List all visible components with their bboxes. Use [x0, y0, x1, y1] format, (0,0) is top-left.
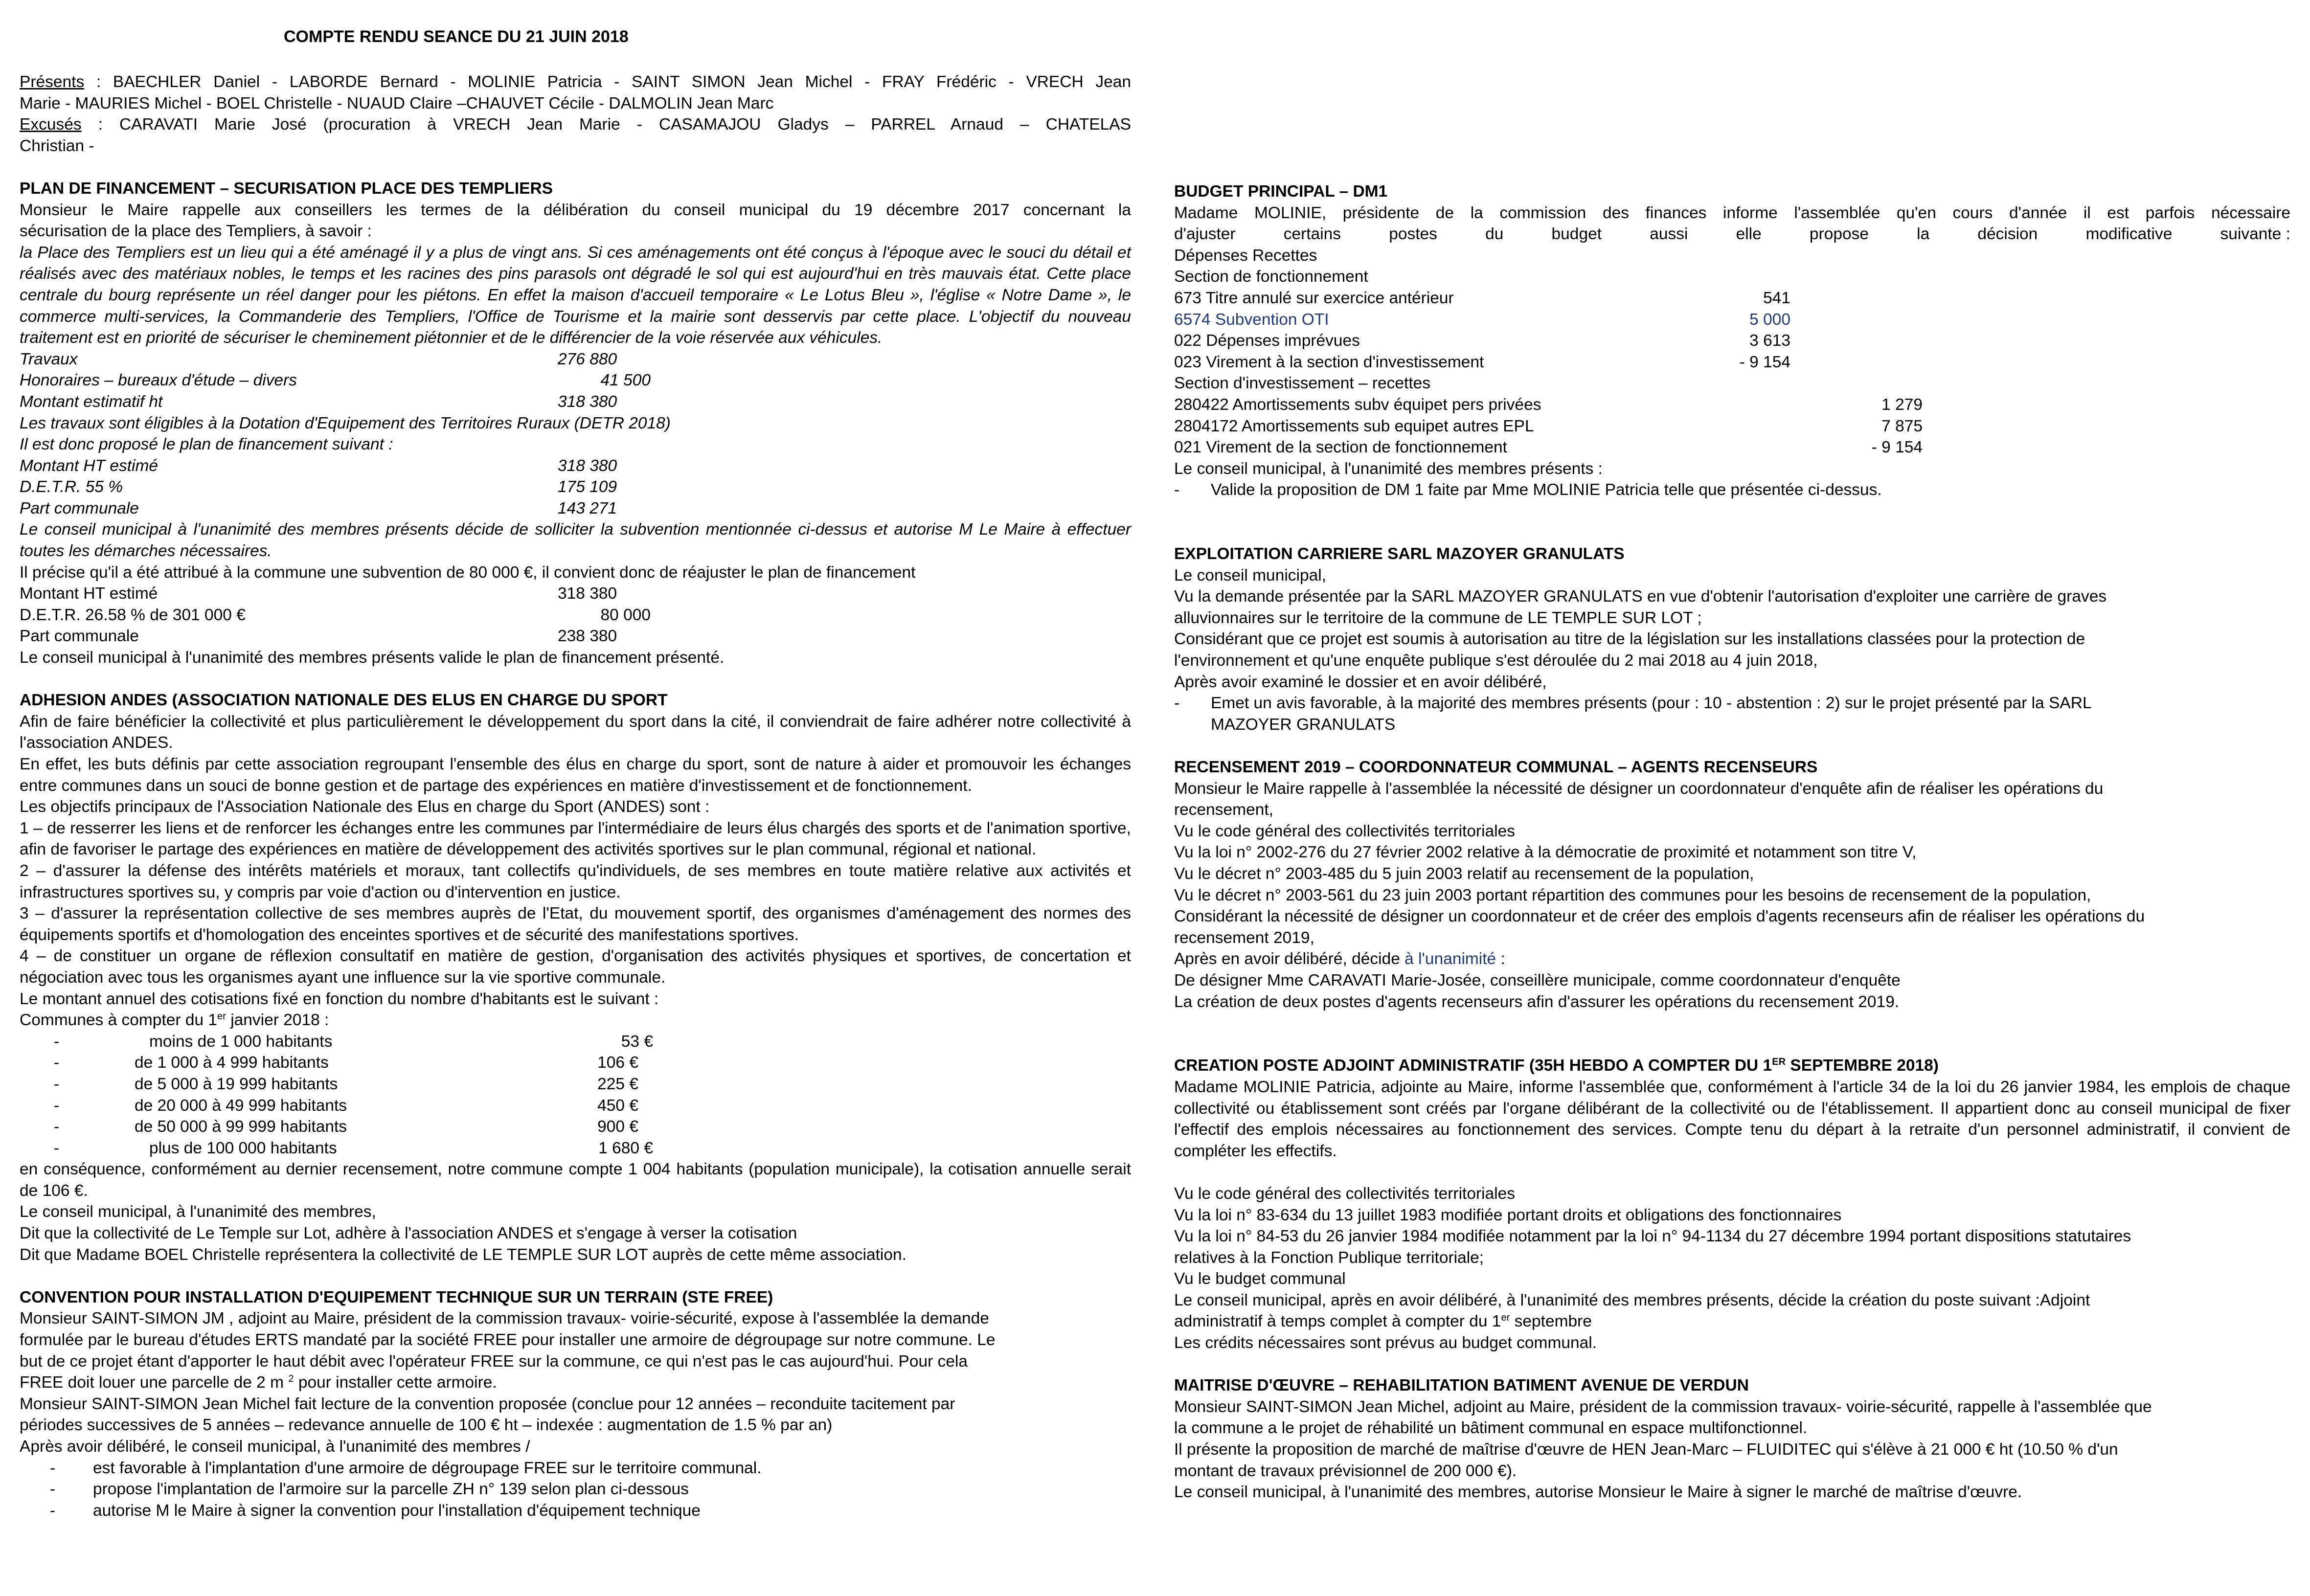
paragraph: Après avoir délibéré, le conseil municipal, à l'unanimité des membres /: [20, 1438, 530, 1456]
paragraph: la commune a le projet de réhabilité un bâtiment communal en espace multifonctionnel.: [1174, 1419, 1808, 1438]
paragraph: Vu la loi n° 84-53 du 26 janvier 1984 modifiée notamment par la loi n° 94-1134 du 27 décembre 1994 portant dispositions statutaires: [1174, 1227, 2131, 1246]
budget-row: 023 Virement à la section d'investissement - 9 154: [1174, 353, 1790, 371]
section-budget: [1174, 181, 2290, 501]
budget-row: 673 Titre annulé sur exercice antérieur 541: [1174, 289, 1790, 307]
cotisation-table: [20, 1031, 1131, 1159]
financing-row: Travaux 276 880: [20, 350, 617, 368]
paragraph: alluvionnaires sur le territoire de la commune de LE TEMPLE SUR LOT ;: [1174, 608, 1702, 627]
section-recensement: [1174, 757, 2290, 1012]
paragraph: Le conseil municipal, à l'unanimité des membres,: [20, 1203, 376, 1221]
financing-row: Montant HT estimé 318 380: [20, 584, 617, 603]
section-heading: BUDGET PRINCIPAL – DM1: [1174, 182, 1388, 201]
paragraph: Les objectifs principaux de l'Association Nationale des Elus en charge du Sport (ANDES) sont :: [20, 798, 710, 816]
section-heading: PLAN DE FINANCEMENT – SECURISATION PLACE DES TEMPLIERS: [20, 179, 553, 198]
paragraph: Il présente la proposition de marché de maîtrise d'œuvre de HEN Jean-Marc – FLUIDITEC qui s'élève à 21 000 € ht (10.50 % d'un: [1174, 1440, 2118, 1459]
paragraph: Dit que la collectivité de Le Temple sur Lot, adhère à l'association ANDES et s'engage à verser la cotisation: [20, 1224, 797, 1243]
paragraph: périodes successives de 5 années – redevance annuelle de 100 € ht – indexée : augmentation de 1.5 % par an): [20, 1416, 833, 1435]
budget-row: 6574 Subvention OTI 5 000: [1174, 310, 1790, 329]
paragraph: Vu le décret n° 2003-561 du 23 juin 2003 portant répartition des communes pour les besoins de recensement de la population,: [1174, 886, 2091, 904]
right-column: [1174, 181, 2290, 1503]
section-heading: RECENSEMENT 2019 – COORDONNATEUR COMMUNAL – AGENTS RECENSEURS: [1174, 758, 1818, 777]
presents-line: Présents : BAECHLER Daniel - LABORDE Bernard - MOLINIE Patricia - SAINT SIMON Jean Michel - FRAY Frédéric - VRECH Jean: [20, 73, 1131, 91]
paragraph: recensement 2019,: [1174, 928, 1314, 947]
paragraph: Monsieur le Maire rappelle à l'assemblée la nécessité de désigner un coordonnateur d'enquête afin de réaliser les opérations du: [1174, 779, 2104, 798]
financing-table-1: [20, 349, 1131, 413]
section-heading: EXPLOITATION CARRIERE SARL MAZOYER GRANULATS: [1174, 545, 1625, 563]
page-title: COMPTE RENDU SEANCE DU 21 JUIN 2018: [284, 27, 629, 46]
paragraph: administratif à temps complet à compter du 1er septembre: [1174, 1312, 1592, 1331]
paragraph: Le montant annuel des cotisations fixé en fonction du nombre d'habitants est le suivant :: [20, 989, 659, 1008]
paragraph: relatives à la Fonction Publique territoriale;: [1174, 1248, 1484, 1267]
financing-table-3: [20, 583, 1131, 647]
paragraph: En effet, les buts définis par cette association regroupant l'ensemble des élus en charge du sport, sont de nature à aider et promouvoir les échanges entre communes dans un souci de bonne gestion et de partage des expériences en matière d'investissement et de fonctionnement.: [20, 755, 1131, 795]
paragraph: recensement,: [1174, 801, 1273, 819]
paragraph: Vu le décret n° 2003-485 du 5 juin 2003 relatif au recensement de la population,: [1174, 865, 1754, 883]
paragraph: Le conseil municipal, à l'unanimité des membres, autorise Monsieur le Maire à signer le marché de maîtrise d'œuvre.: [1174, 1483, 2022, 1502]
financing-row: Montant HT estimé 318 380: [20, 456, 617, 475]
budget-row: 280422 Amortissements subv équipet pers privées 1 279: [1174, 395, 1923, 414]
paragraph: Vu la loi n° 2002-276 du 27 février 2002 relative à la démocratie de proximité et notamment son titre V,: [1174, 843, 1917, 862]
excuses-line-2: Christian -: [20, 136, 94, 155]
financing-row: Part communale 143 271: [20, 499, 617, 517]
list-item: - est favorable à l'implantation d'une armoire de dégroupage FREE sur le territoire communal.: [50, 1459, 762, 1477]
paragraph: Le conseil municipal,: [1174, 566, 1326, 584]
paragraph: Les travaux sont éligibles à la Dotation d'Equipement des Territoires Ruraux (DETR 2018): [20, 414, 671, 432]
section-heading: CREATION POSTE ADJOINT ADMINISTRATIF (35H HEBDO A COMPTER DU 1ER SEPTEMBRE 2018): [1174, 1057, 1939, 1075]
paragraph: Vu la demande présentée par la SARL MAZOYER GRANULATS en vue d'obtenir l'autorisation d'exploiter une carrière de graves: [1174, 587, 2107, 606]
paragraph: Afin de faire bénéficier la collectivité et plus particulièrement le développement du sport dans la cité, il conviendrait de faire adhérer notre collectivité à l'association ANDES.: [20, 712, 1131, 752]
paragraph: De désigner Mme CARAVATI Marie-Josée, conseillère municipale, comme coordonnateur d'enquête: [1174, 971, 1901, 989]
paragraph: FREE doit louer une parcelle de 2 m $^2$ pour installer cette armoire.: [20, 1373, 497, 1392]
section-free: [20, 1287, 1131, 1522]
financing-row: D.E.T.R. 55 % 175 109: [20, 478, 617, 496]
italic-paragraph: Le conseil municipal à l'unanimité des membres présents décide de solliciter la subvention mentionnée ci-dessus et autorise M Le Maire à effectuer toutes les démarches nécessaires.: [20, 520, 1131, 561]
paragraph: Section d'investissement – recettes: [1174, 374, 1431, 393]
italic-paragraph: la Place des Templiers est un lieu qui a été aménagé il y a plus de vingt ans. Si ces aménagements ont été conçus à l'époque avec le souci du détail et réalisés avec des matériaux nobles, le temps et les racines des pins parasols ont dégradé le sol qui est aujourd'hui en très mauvais état. Cette place centrale du bourg représente un réel danger pour les piétons. En effet la maison d'accueil temporaire « Le Lotus Bleu », l'église « Notre Dame », le commerce multi-services, la Commanderie des Templiers, l'Office de Tourisme et la mairie sont desservis par cette place. L'objectif du nouveau traitement est en priorité de sécuriser le cheminement piétonnier et de le différencier de la voie réservée aux véhicules.: [20, 243, 1131, 347]
paragraph: Considérant la nécessité de désigner un coordonnateur et de créer des emplois d'agents recenseurs afin de réaliser les opérations du: [1174, 907, 2145, 926]
budget-row: 022 Dépenses imprévues 3 613: [1174, 332, 1790, 350]
paragraph: d'ajuster certains postes du budget aussi elle propose la décision modificative suivante :: [1174, 225, 2290, 244]
excuses-line: Excusés : CARAVATI Marie José (procuration à VRECH Jean Marie - CASAMAJOU Gladys – PARREL Arnaud – CHATELAS: [20, 115, 1131, 134]
section-templiers: [20, 178, 1131, 669]
paragraph: Vu le code général des collectivités territoriales: [1174, 1184, 1516, 1203]
section-andes: [20, 690, 1131, 1265]
cotisation-row: - plus de 100 000 habitants 1 680 €: [54, 1139, 653, 1157]
paragraph: but de ce projet étant d'apporter le haut débit avec l'opérateur FREE sur la commune, ce qui n'est pas le cas aujourd'hui. Pour cela: [20, 1352, 968, 1371]
paragraph: Monsieur SAINT-SIMON Jean Michel fait lecture de la convention proposée (conclue pour 12 années – reconduite tacitement par: [20, 1394, 955, 1413]
list-item: - Emet un avis favorable, à la majorité des membres présents (pour : 10 - abstention : 2) sur le projet présenté par la SARL: [1174, 694, 2092, 713]
cotisation-row: - de 5 000 à 19 999 habitants 225 €: [54, 1075, 638, 1093]
financing-table-2: [20, 455, 1131, 519]
paragraph: Dépenses Recettes: [1174, 246, 1317, 265]
paragraph: en conséquence, conformément au dernier recensement, notre commune compte 1 004 habitants (population municipale), la cotisation annuelle serait de 106 €.: [20, 1160, 1131, 1200]
paragraph: Madame MOLINIE Patricia, adjointe au Maire, informe l'assemblée que, conformément à l'article 34 de la loi du 26 janvier 1984, les emplois de chaque collectivité ou établissement sont créés par l'organe délibérant de la collectivité ou de l'établissement. Il appartient donc au conseil municipal de fixer l'effectif des emplois nécessaires au fonctionnement des services. Compte tenu du départ à la retraite d'un personnel administratif, il convient de compléter les effectifs.: [1174, 1078, 2290, 1160]
paragraph: Il est donc proposé le plan de financement suivant :: [20, 435, 393, 454]
objective-item: 1 – de resserrer les liens et de renforcer les échanges entre les communes par l'intermédiaire de leurs élus chargés des sports et de l'animation sportive, afin de favoriser le partage des expériences en matière de développement des activités sportives sur le plan communal, régional et national.: [20, 819, 1131, 859]
paragraph: Monsieur SAINT-SIMON JM , adjoint au Maire, président de la commission travaux- voirie-sécurité, expose à l'assemblée la demande: [20, 1309, 989, 1328]
paragraph: Les crédits nécessaires sont prévus au budget communal.: [1174, 1334, 1597, 1352]
paragraph: formulée par le bureau d'études ERTS mandaté par la société FREE pour installer une armoire de dégroupage sur notre commune. Le: [20, 1331, 996, 1349]
paragraph: Communes à compter du 1er janvier 2018 :: [20, 1011, 329, 1030]
objective-item: 3 – d'assurer la représentation collective de ses membres auprès de l'Etat, du mouvement sportif, des organismes d'aménagement des normes des équipements sportifs et d'homologation des enceintes sportives et de sécurité des manifestations sportives.: [20, 904, 1131, 944]
list-item: - propose l'implantation de l'armoire sur la parcelle ZH n° 139 selon plan ci-dessous: [50, 1480, 689, 1499]
presents-label: Présents: [20, 73, 85, 91]
section-adjoint: [1174, 1055, 2290, 1353]
paragraph: Vu le code général des collectivités territoriales: [1174, 822, 1516, 840]
left-column: [20, 71, 1131, 1521]
paragraph: Monsieur le Maire rappelle aux conseillers les termes de la délibération du conseil municipal du 19 décembre 2017 concernant la: [20, 201, 1131, 219]
budget-invest-table: [1174, 394, 2290, 458]
cotisation-row: - de 50 000 à 99 999 habitants 900 €: [54, 1118, 638, 1136]
objective-item: 2 – d'assurer la défense des intérêts matériels et moraux, tant collectifs qu'individuels, de ses membres en toute matière relative aux activités et infrastructures sportives su, y compris par voie d'action ou d'intervention en justice.: [20, 861, 1131, 901]
paragraph: Après avoir examiné le dossier et en avoir délibéré,: [1174, 673, 1547, 691]
paragraph: sécurisation de la place des Templiers, à savoir :: [20, 222, 372, 241]
paragraph: La création de deux postes d'agents recenseurs afin d'assurer les opérations du recensement 2019.: [1174, 992, 1900, 1011]
section-heading: CONVENTION POUR INSTALLATION D'EQUIPEMENT TECHNIQUE SUR UN TERRAIN (STE FREE): [20, 1288, 773, 1306]
financing-row: Part communale 238 380: [20, 627, 617, 646]
financing-row: Honoraires – bureaux d'étude – divers 41 500: [20, 371, 651, 390]
budget-row: 2804172 Amortissements sub equipet autres EPL 7 875: [1174, 417, 1923, 435]
budget-row: 021 Virement de la section de fonctionnement - 9 154: [1174, 438, 1923, 457]
paragraph: Le conseil municipal, à l'unanimité des membres présents :: [1174, 459, 1603, 478]
paragraph: Monsieur SAINT-SIMON Jean Michel, adjoint au Maire, président de la commission travaux- voirie-sécurité, rappelle à l'assemblée que: [1174, 1397, 2152, 1416]
paragraph: Le conseil municipal, après en avoir délibéré, à l'unanimité des membres présents, décide la création du poste suivant :Adjoint: [1174, 1291, 2090, 1309]
paragraph: Section de fonctionnement: [1174, 268, 1368, 286]
section-heading: MAITRISE D'ŒUVRE – REHABILITATION BATIMENT AVENUE DE VERDUN: [1174, 1376, 1749, 1395]
section-heading: ADHESION ANDES (ASSOCIATION NATIONALE DES ELUS EN CHARGE DU SPORT: [20, 691, 668, 710]
paragraph: Il précise qu'il a été attribué à la commune une subvention de 80 000 €, il convient donc de réajuster le plan de financement: [20, 563, 916, 582]
paragraph: Après en avoir délibéré, décide à l'unanimité :: [1174, 950, 1505, 968]
objective-item: 4 – de constituer un organe de réflexion consultatif en matière de gestion, d'organisation des activités physiques et sportives, de concertation et négociation avec tous les organismes ayant une influence sur la vie sportive communale.: [20, 947, 1131, 987]
paragraph: Vu le budget communal: [1174, 1270, 1346, 1288]
list-item-continued: MAZOYER GRANULATS: [1211, 715, 1396, 734]
paragraph: Considérant que ce projet est soumis à autorisation au titre de la législation sur les installations classées pour la protection de: [1174, 630, 2085, 649]
list-item: - autorise M le Maire à signer la convention pour l'installation d'équipement technique: [50, 1501, 701, 1520]
cotisation-row: - de 20 000 à 49 999 habitants 450 €: [54, 1096, 638, 1115]
budget-fonct-table: [1174, 288, 2290, 373]
section-verdun: [1174, 1375, 2290, 1503]
financing-row: Montant estimatif ht 318 380: [20, 392, 617, 411]
financing-row: D.E.T.R. 26.58 % de 301 000 € 80 000: [20, 606, 651, 624]
cotisation-row: - moins de 1 000 habitants 53 €: [54, 1032, 653, 1051]
paragraph: Le conseil municipal à l'unanimité des membres présents valide le plan de financement présenté.: [20, 649, 725, 667]
section-carriere: [1174, 543, 2290, 735]
paragraph: montant de travaux prévisionnel de 200 000 €).: [1174, 1461, 1517, 1480]
excuses-label: Excusés: [20, 115, 82, 134]
list-item: - Valide la proposition de DM 1 faite par Mme MOLINIE Patricia telle que présentée ci-dessus.: [1174, 481, 1882, 499]
presents-line-2: Marie - MAURIES Michel - BOEL Christelle - NUAUD Claire –CHAUVET Cécile - DALMOLIN Jean Marc: [20, 94, 774, 112]
paragraph: l'environnement et qu'une enquête publique s'est déroulée du 2 mai 2018 au 4 juin 2018,: [1174, 652, 1818, 670]
paragraph: Vu la loi n° 83-634 du 13 juillet 1983 modifiée portant droits et obligations des fonctionnaires: [1174, 1206, 1842, 1224]
paragraph: Madame MOLINIE, présidente de la commission des finances informe l'assemblée qu'en cours d'année il est parfois nécessaire: [1174, 203, 2290, 222]
cotisation-row: - de 1 000 à 4 999 habitants 106 €: [54, 1054, 638, 1072]
paragraph: Dit que Madame BOEL Christelle représentera la collectivité de LE TEMPLE SUR LOT auprès de cette même association.: [20, 1245, 906, 1264]
